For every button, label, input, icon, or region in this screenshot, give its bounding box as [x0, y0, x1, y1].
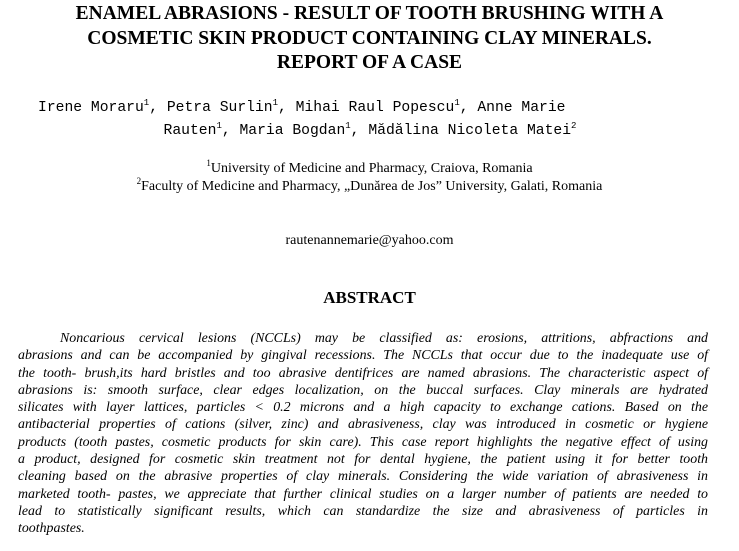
author-affiliation-mark: 1 — [454, 98, 460, 108]
abstract-line: the tooth- brush,its hard bristles and too abrasive dentifrices are named abrasions. The characteristic aspect of — [18, 365, 708, 381]
abstract-line: cleaning based on the abrasive properties of clay minerals. Considering the wide variation of abrasiveness in — [18, 469, 708, 485]
affiliation-2 — [0, 178, 739, 195]
affiliation-1 — [0, 160, 739, 177]
abstract-line: a product, designed for cosmetic skin treatment not for dental hygiene, the patient using it for better tooth — [18, 452, 708, 468]
author-affiliation-mark: 1 — [345, 121, 351, 131]
author-name: Mădălina Nicoleta Matei — [368, 123, 572, 139]
abstract-line: Noncarious cervical lesions (NCCLs) may be classified as: erosions, attritions, abfractions and — [60, 331, 708, 346]
title-line-3: REPORT OF A CASE — [276, 52, 463, 73]
affiliation-text: Faculty of Medicine and Pharmacy, „Dunărea de Jos” University, Galati, Romania — [141, 179, 603, 194]
affiliation-number: 2 — [136, 176, 142, 186]
abstract-heading: ABSTRACT — [323, 288, 416, 307]
abstract-line: lead to statistically significant results, which can standardize the size and abrasiveness of particles in — [18, 503, 708, 519]
author-line-2: Rauten$^1$, Maria Bogdan$^1$, Mădălina Nicoleta Matei$^2$ — [163, 121, 577, 139]
abstract-line: antibacterial properties of cations (silver, zinc) and abrasiveness, clay was introduced in cosmetic or hygiene — [18, 417, 708, 433]
affiliation-text: University of Medicine and Pharmacy, Craiova, Romania — [210, 161, 533, 176]
author-name: Anne Marie — [477, 100, 566, 116]
author-name: Mihai Raul Popescu — [295, 100, 455, 116]
abstract-line: marketed tooth- pastes, we appreciate that further clinical studies on a larger number of patients are needed to — [18, 486, 708, 502]
author-name: Irene Moraru — [38, 100, 144, 116]
title-line-2: COSMETIC SKIN PRODUCT CONTAINING CLAY MINERALS. — [87, 27, 652, 49]
affiliation-number: 1 — [206, 158, 211, 168]
author-name: Rauten — [163, 123, 217, 139]
contact-email[interactable]: rautenannemarie@yahoo.com — [285, 233, 454, 248]
title-line-1: ENAMEL ABRASIONS - RESULT OF TOOTH BRUSHING WITH A — [75, 3, 664, 24]
abstract-line: abrasions and can be accompanied by gingival recessions. The NCCLs that occur due to the inadequate use of — [18, 348, 708, 364]
author-affiliation-mark: 1 — [216, 121, 222, 131]
abstract-line: products (tooth pastes, cosmetic products for skin care). This case report highlights the negative effect of using — [18, 434, 708, 450]
author-affiliation-mark: 1 — [272, 98, 279, 108]
author-affiliation-mark: 1 — [143, 98, 150, 108]
author-name: Petra Surlin — [166, 100, 273, 116]
author-affiliation-mark: 2 — [571, 121, 577, 131]
abstract-line: silicates with layer lattices, particles < 0.2 microns and a high capacity to exchange cations. Based on the — [18, 400, 708, 416]
author-list — [38, 97, 702, 143]
abstract-body — [18, 330, 708, 538]
author-line-1: Irene Moraru$^1$, Petra Surlin$^1$, Mihai Raul Popescu$^1$, Anne Marie — [38, 98, 566, 116]
paper-title — [0, 2, 739, 76]
abstract-line: toothpastes. — [18, 521, 85, 537]
abstract-line: abrasions is: smooth surface, clear edges localization, on the buccal surfaces. Clay minerals are hydrated — [18, 382, 708, 398]
author-name: Maria Bogdan — [239, 123, 346, 139]
